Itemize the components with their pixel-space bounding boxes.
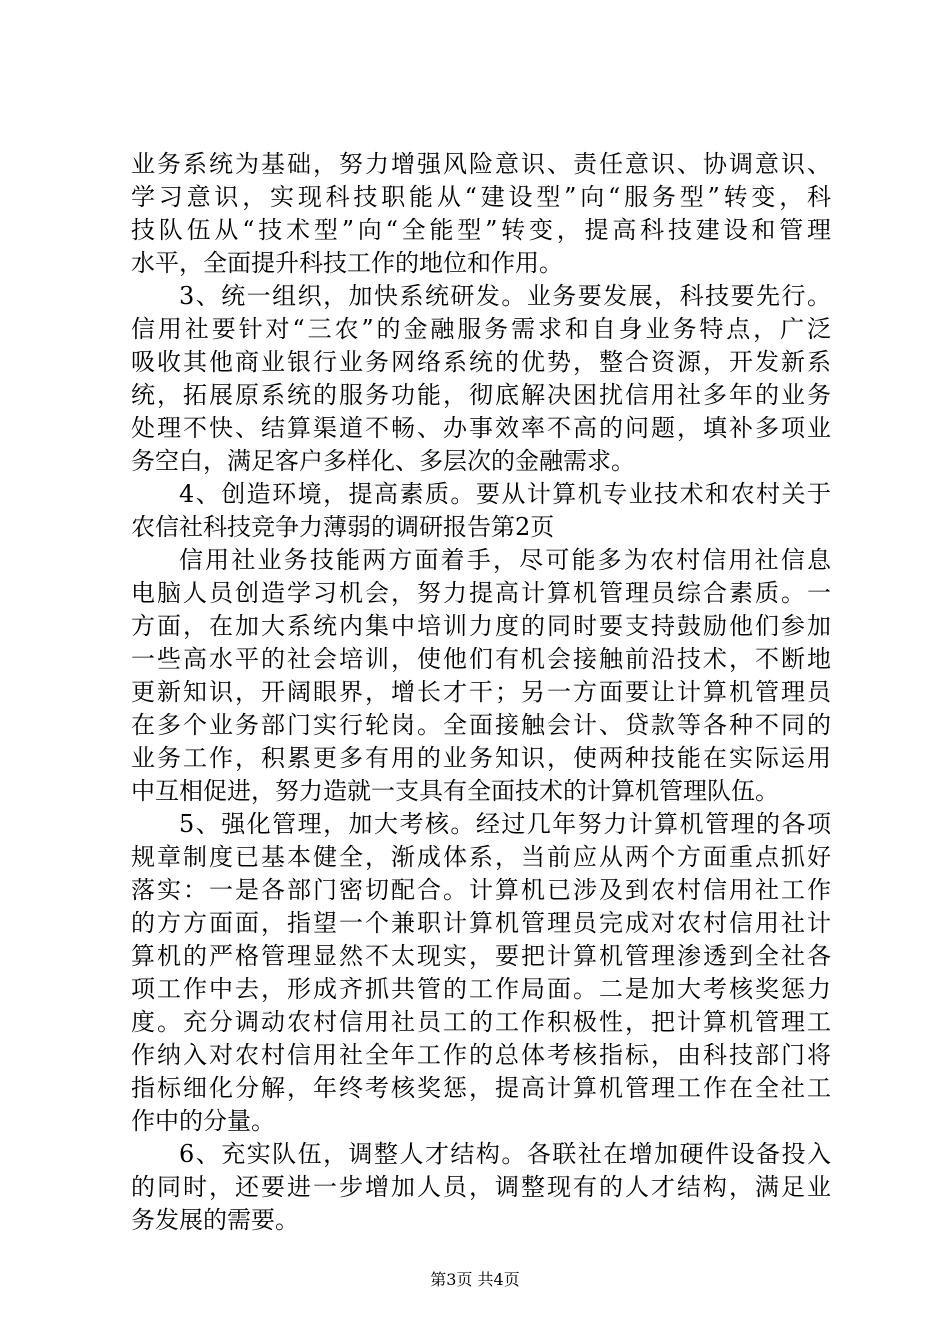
text-line: 指标细化分解，年终考核奖惩，提高计算机管理工作在全社工	[131, 1074, 831, 1102]
text-line: 信用社业务技能两方面着手，尽可能多为农村信用社信息	[179, 546, 831, 574]
text-line: 吸收其他商业银行业务网络系统的优势，整合资源，开发新系	[131, 348, 831, 376]
text-line: 更新知识，开阔眼界，增长才干；另一方面要让计算机管理员	[131, 678, 831, 706]
text-line: 学习意识，实现科技职能从“建设型”向“服务型”转变，科	[131, 183, 831, 211]
text-line: 4、创造环境，提高素质。要从计算机专业技术和农村关于	[179, 480, 831, 508]
text-line: 中互相促进，努力造就一支具有全面技术的计算机管理队伍。	[131, 777, 779, 805]
text-line: 技队伍从“技术型”向“全能型”转变，提高科技建设和管理	[131, 216, 831, 244]
text-line: 的同时，还要进一步增加人员，调整现有的人才结构，满足业	[131, 1173, 831, 1201]
text-line: 3、统一组织，加快系统研发。业务要发展，科技要先行。	[179, 282, 831, 310]
text-line: 业务系统为基础，努力增强风险意识、责任意识、协调意识、	[131, 150, 831, 178]
text-line: 作中的分量。	[131, 1107, 275, 1135]
text-line: 规章制度已基本健全，渐成体系，当前应从两个方面重点抓好	[131, 843, 831, 871]
text-line: 算机的严格管理显然不太现实，要把计算机管理渗透到全社各	[131, 942, 831, 970]
text-line: 在多个业务部门实行轮岗。全面接触会计、贷款等各种不同的	[131, 711, 831, 739]
text-line: 落实：一是各部门密切配合。计算机已涉及到农村信用社工作	[131, 876, 831, 904]
text-line: 统，拓展原系统的服务功能，彻底解决困扰信用社多年的业务	[131, 381, 831, 409]
text-line: 信用社要针对“三农”的金融服务需求和自身业务特点，广泛	[131, 315, 831, 343]
text-line: 6、充实队伍，调整人才结构。各联社在增加硬件设备投入	[179, 1140, 831, 1168]
text-line: 务空白，满足客户多样化、多层次的金融需求。	[131, 447, 635, 475]
text-line: 处理不快、结算渠道不畅、办事效率不高的问题，填补多项业	[131, 414, 831, 442]
text-line: 度。充分调动农村信用社员工的工作积极性，把计算机管理工	[131, 1008, 831, 1036]
text-line: 作纳入对农村信用社全年工作的总体考核指标，由科技部门将	[131, 1041, 831, 1069]
text-line: 农信社科技竞争力薄弱的调研报告第2页	[131, 513, 555, 541]
text-line: 一些高水平的社会培训，使他们有机会接触前沿技术，不断地	[131, 645, 831, 673]
text-line: 项工作中去，形成齐抓共管的工作局面。二是加大考核奖惩力	[131, 975, 831, 1003]
text-line: 务发展的需要。	[131, 1206, 299, 1234]
document-body	[131, 148, 831, 1237]
text-line: 方面，在加大系统内集中培训力度的同时要支持鼓励他们参加	[131, 612, 831, 640]
text-line: 电脑人员创造学习机会，努力提高计算机管理员综合素质。一	[131, 579, 831, 607]
text-line: 业务工作，积累更多有用的业务知识，使两种技能在实际运用	[131, 744, 831, 772]
page-footer: 第3页 共4页	[430, 1270, 520, 1289]
text-line: 水平，全面提升科技工作的地位和作用。	[131, 249, 563, 277]
text-line: 5、强化管理，加大考核。经过几年努力计算机管理的各项	[179, 810, 831, 838]
text-line: 的方方面面，指望一个兼职计算机管理员完成对农村信用社计	[131, 909, 831, 937]
